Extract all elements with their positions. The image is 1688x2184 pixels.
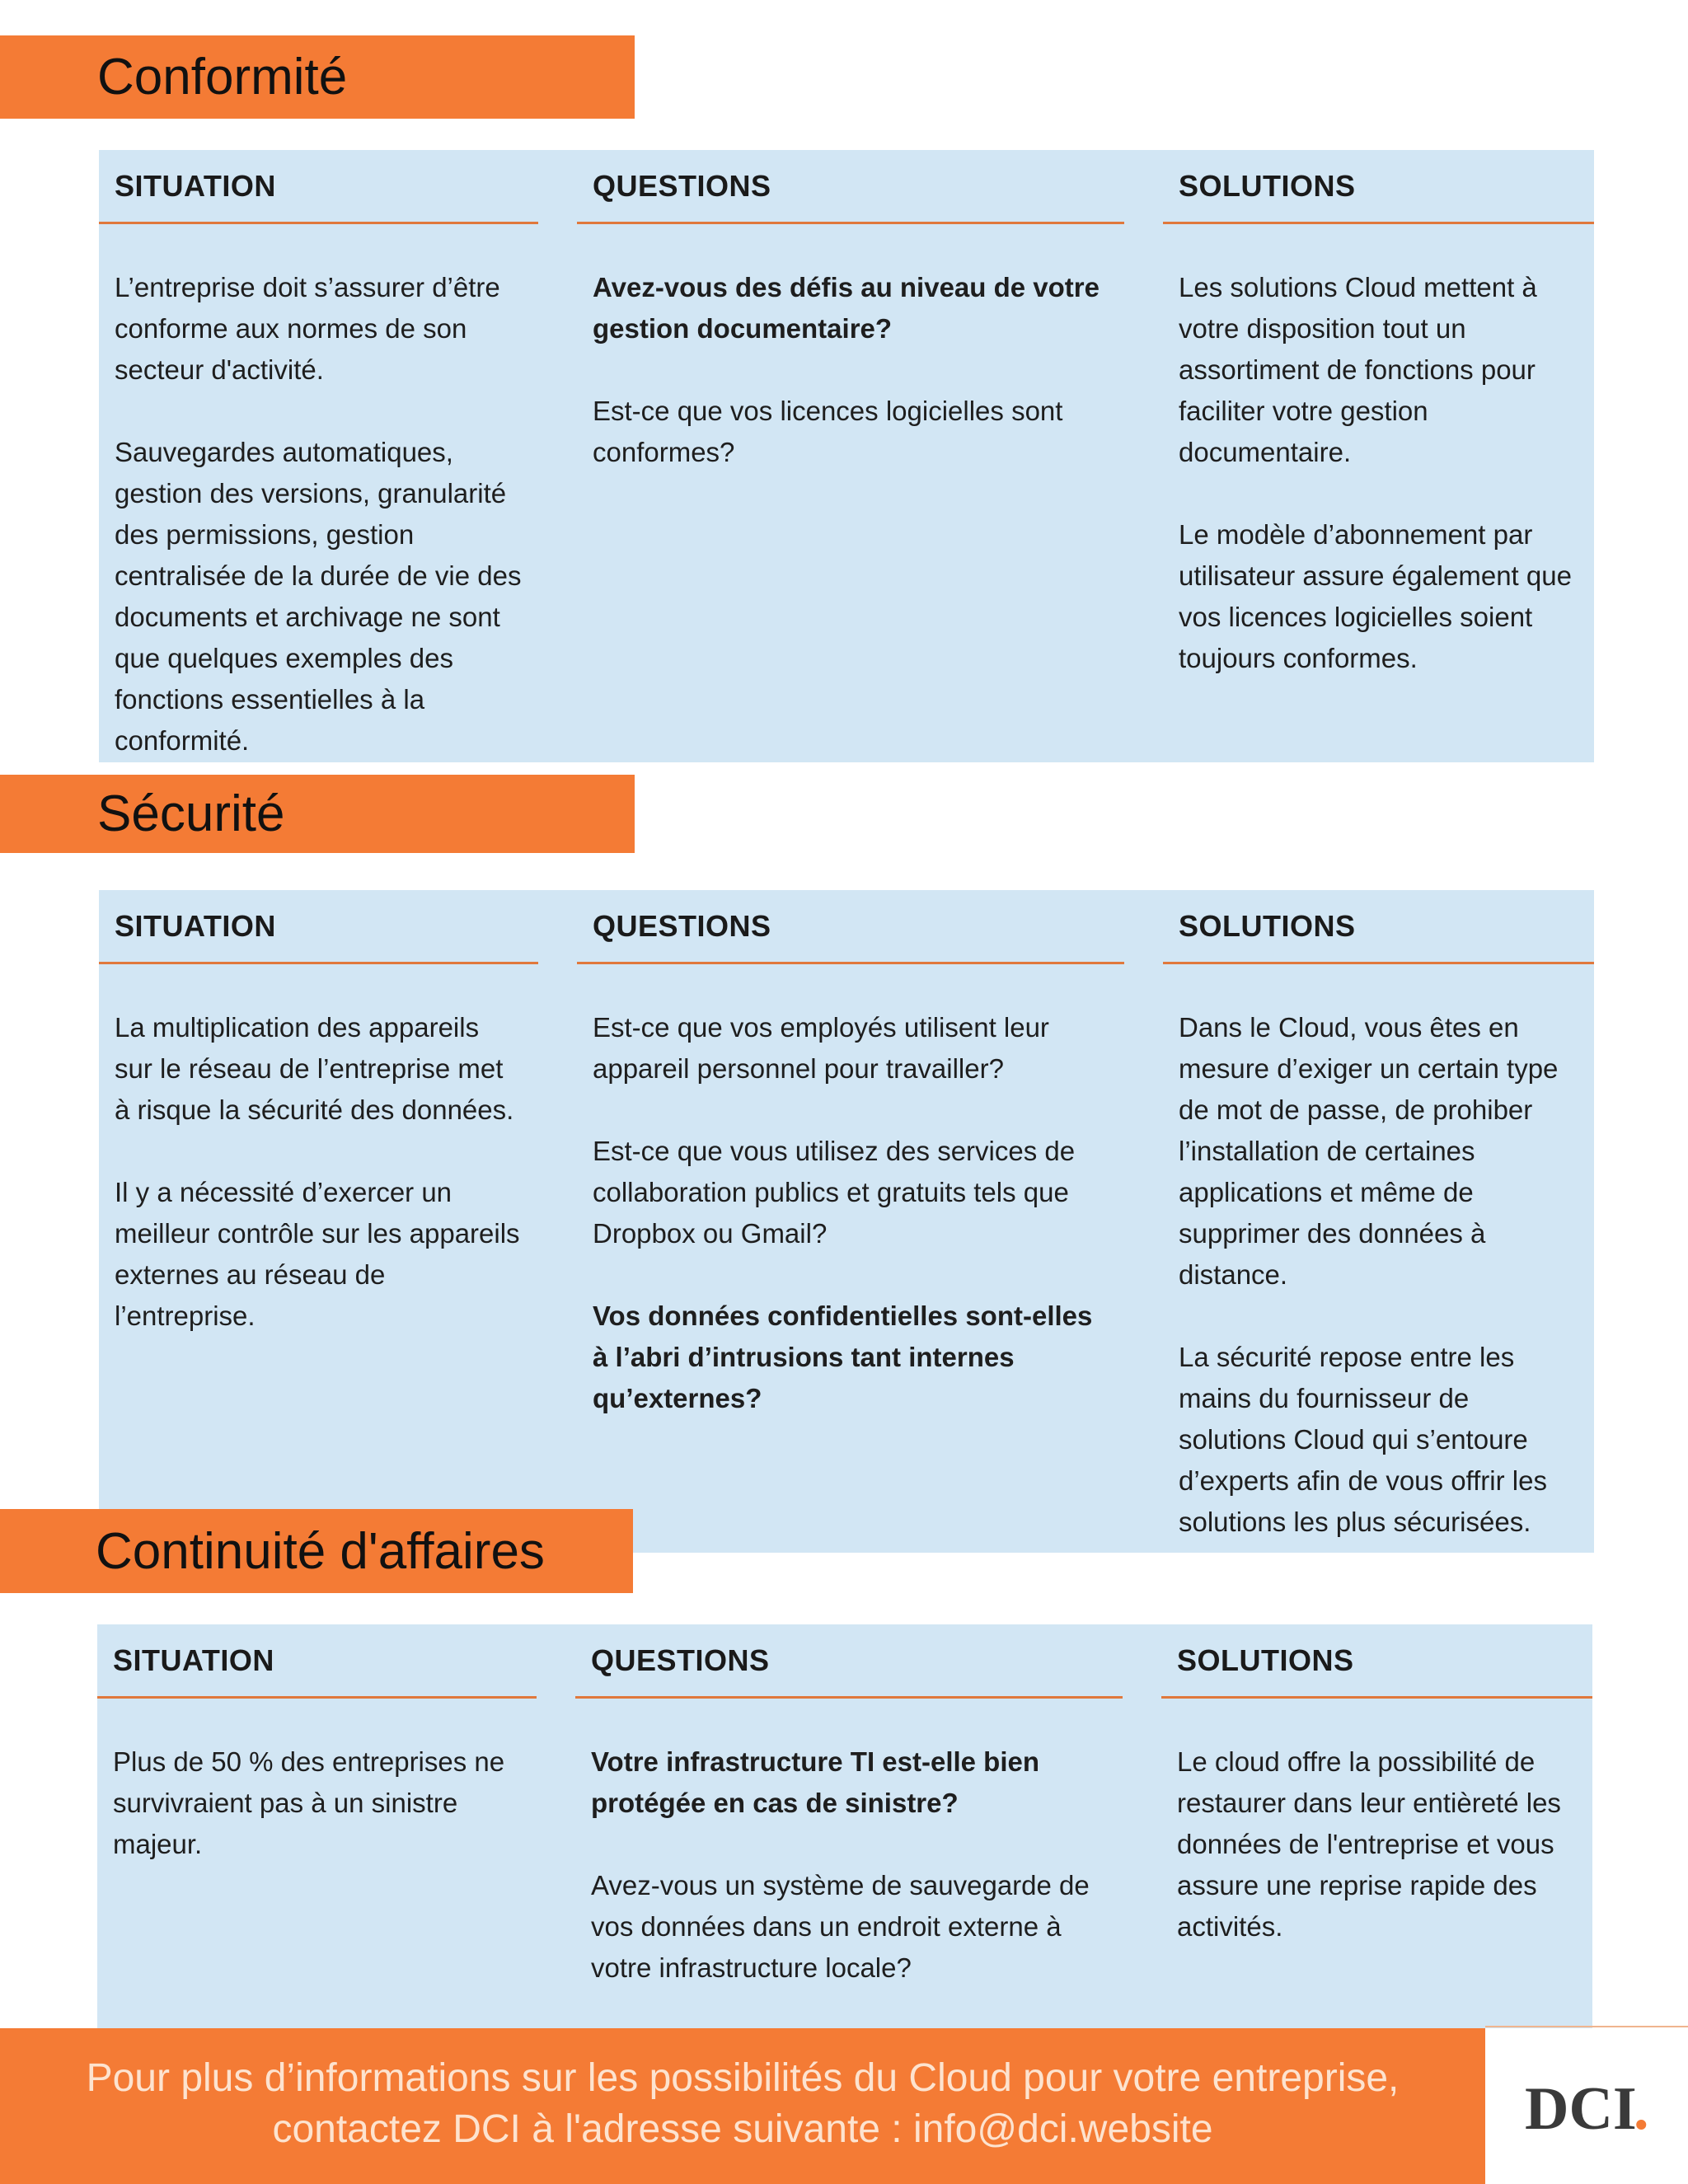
footer-divider	[1485, 2026, 1688, 2027]
column-heading: SOLUTIONS	[1163, 150, 1594, 224]
column-heading: SITUATION	[99, 150, 538, 224]
column-questions	[575, 1624, 1123, 1989]
column-solutions	[1161, 1624, 1592, 1947]
paragraph: Vos données confidentielles sont-elles à l’abri d’intrusions tant internes qu’externes?	[593, 1301, 1093, 1413]
footer-line-1: Pour plus d’informations sur les possibilités du Cloud pour votre entreprise,	[86, 2056, 1400, 2100]
paragraph: La multiplication des appareils sur le réseau de l’entreprise met à risque la sécurité des données.	[115, 1012, 514, 1125]
paragraph: L’entreprise doit s’assurer d’être conforme aux normes de son secteur d'activité.	[115, 272, 500, 385]
logo-dot: .	[1634, 2075, 1649, 2143]
logo-text: DCI	[1525, 2075, 1637, 2143]
section-title-conformite: Conformité	[0, 35, 635, 119]
column-heading: QUESTIONS	[577, 150, 1124, 224]
column-situation	[97, 1624, 537, 1865]
paragraph: Le modèle d’abonnement par utilisateur assure également que vos licences logicielles soient toujours conformes.	[1179, 519, 1572, 673]
column-heading: QUESTIONS	[575, 1624, 1123, 1699]
dci-logo-mark	[1485, 2028, 1688, 2184]
column-heading: QUESTIONS	[577, 890, 1124, 964]
paragraph: Avez-vous des défis au niveau de votre gestion documentaire?	[593, 272, 1100, 344]
paragraph: Il y a nécessité d’exercer un meilleur contrôle sur les appareils externes au réseau de l’entreprise.	[115, 1177, 520, 1331]
column-questions	[577, 890, 1124, 1419]
section-panel-securite	[99, 890, 1594, 1553]
paragraph: Plus de 50 % des entreprises ne survivraient pas à un sinistre majeur.	[113, 1746, 505, 1859]
column-heading: SOLUTIONS	[1161, 1624, 1592, 1699]
paragraph: Sauvegardes automatiques, gestion des versions, granularité des permissions, gestion centralisée de la durée de vie des documents et archivage ne sont que quelques exemples des fonctions essentielles à la conformité.	[115, 437, 522, 756]
section-title-securite: Sécurité	[0, 775, 635, 853]
paragraph: La sécurité repose entre les mains du fournisseur de solutions Cloud qui s’entoure d’experts afin de vous offrir les solutions les plus sécurisées.	[1179, 1342, 1547, 1537]
section-panel-conformite	[99, 150, 1594, 762]
paragraph: Est-ce que vos employés utilisent leur appareil personnel pour travailler?	[593, 1012, 1049, 1084]
paragraph: Votre infrastructure TI est-elle bien protégée en cas de sinistre?	[591, 1746, 1040, 1818]
column-heading: SITUATION	[97, 1624, 537, 1699]
paragraph: Dans le Cloud, vous êtes en mesure d’exiger un certain type de mot de passe, de prohiber l’installation de certaines applications et même de supprimer des données à distance.	[1179, 1012, 1559, 1290]
dci-logo	[1485, 2028, 1688, 2184]
paragraph: Est-ce que vous utilisez des services de collaboration publics et gratuits tels que Dropbox ou Gmail?	[593, 1136, 1076, 1249]
column-heading: SOLUTIONS	[1163, 890, 1594, 964]
column-heading: SITUATION	[99, 890, 538, 964]
column-solutions	[1163, 890, 1594, 1543]
column-situation	[99, 890, 538, 1337]
paragraph: Avez-vous un système de sauvegarde de vos données dans un endroit externe à votre infrastructure locale?	[591, 1870, 1090, 1983]
footer-contact-banner	[0, 2028, 1485, 2184]
column-situation	[99, 150, 538, 762]
column-solutions	[1163, 150, 1594, 679]
footer-line-2: contactez DCI à l'adresse suivante : info@dci.website	[272, 2107, 1213, 2151]
paragraph: Les solutions Cloud mettent à votre disposition tout un assortiment de fonctions pour faciliter votre gestion documentaire.	[1179, 272, 1537, 467]
column-questions	[577, 150, 1124, 473]
section-panel-continuite	[97, 1624, 1592, 2028]
paragraph: Le cloud offre la possibilité de restaurer dans leur entièreté les données de l'entreprise et vous assure une reprise rapide des activités.	[1177, 1746, 1561, 1942]
paragraph: Est-ce que vos licences logicielles sont conformes?	[593, 396, 1063, 467]
section-title-continuite: Continuité d'affaires	[0, 1509, 633, 1593]
